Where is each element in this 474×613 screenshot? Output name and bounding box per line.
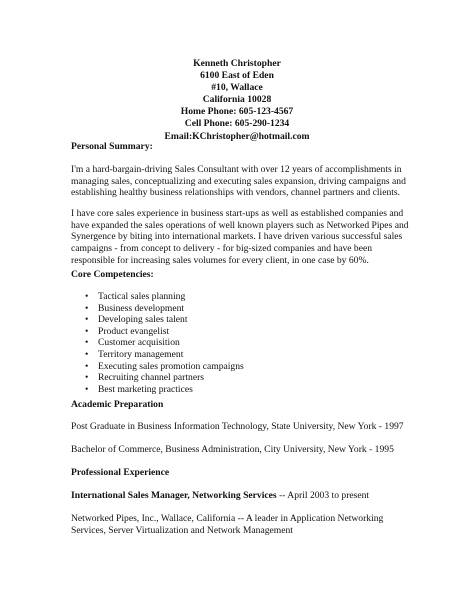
candidate-name: Kenneth Christopher bbox=[193, 58, 281, 69]
bullet-icon: • bbox=[85, 302, 89, 314]
job-title-line bbox=[71, 490, 411, 502]
summary-heading: Personal Summary: bbox=[71, 141, 153, 152]
summary-p1-line: managing sales, conceptualizing and executing sales expansion, driving campaigns and bbox=[71, 175, 406, 187]
cell-phone: Cell Phone: 605-290-1234 bbox=[184, 118, 290, 130]
bullet-icon: • bbox=[85, 291, 89, 302]
summary-p1-line: I'm a hard-bargain-driving Sales Consultant with over 12 years of accomplishments in bbox=[71, 164, 402, 175]
home-phone: Home Phone: 605-123-4567 bbox=[180, 106, 294, 118]
competencies-heading: Core Competencies: bbox=[71, 269, 154, 280]
list-item: • Best marketing practices bbox=[85, 383, 193, 395]
bullet-icon: • bbox=[85, 348, 89, 360]
competencies-list bbox=[71, 291, 411, 395]
job-title: International Sales Manager, Networking Services bbox=[71, 490, 277, 501]
list-item: • Executing sales promotion campaigns bbox=[85, 360, 244, 372]
bullet-icon: • bbox=[85, 314, 89, 326]
contact-header bbox=[0, 58, 474, 143]
list-item: • Customer acquisition bbox=[85, 337, 180, 349]
summary-p2-line: campaigns - from concept to delivery - for big-sized companies and have been bbox=[71, 243, 373, 255]
address-line-3: California 10028 bbox=[202, 94, 272, 106]
list-item: • Tactical sales planning bbox=[85, 291, 186, 302]
summary-p2-line: responsible for increasing sales volumes for every client, in one case by 60%. bbox=[71, 254, 369, 266]
bullet-icon: • bbox=[85, 372, 89, 384]
academic-degree-2: Bachelor of Commerce, Business Administration, City University, New York - 1995 bbox=[71, 444, 394, 455]
email: Email:KChristopher@hotmail.com bbox=[164, 130, 310, 142]
summary-paragraph-1 bbox=[71, 164, 411, 199]
address-line-2: #10, Wallace bbox=[211, 82, 263, 94]
list-item: • Developing sales talent bbox=[85, 314, 188, 326]
bullet-icon: • bbox=[85, 360, 89, 372]
address-line-1: 6100 East of Eden bbox=[200, 70, 274, 82]
list-item: • Territory management bbox=[85, 348, 184, 360]
list-item: • Product evangelist bbox=[85, 325, 170, 337]
company-line: Services, Server Virtualization and Network Management bbox=[71, 524, 293, 536]
summary-p2-line: have expanded the sales operations of well known players such as Networked Pipes and bbox=[71, 219, 409, 231]
bullet-icon: • bbox=[85, 383, 89, 395]
summary-p1-line: establishing healthy business relationships with vendors, channel partners and clients. bbox=[71, 187, 401, 199]
summary-p2-line: Synergence by biting into international markets. I have driven various successful sales bbox=[71, 231, 403, 243]
list-item: • Business development bbox=[85, 302, 185, 314]
job-dates: -- April 2003 to present bbox=[276, 490, 370, 501]
list-item: • Recruiting channel partners bbox=[85, 372, 205, 384]
bullet-icon: • bbox=[85, 325, 89, 337]
company-line: Networked Pipes, Inc., Wallace, California -- A leader in Application Networking bbox=[71, 513, 384, 524]
academic-heading: Academic Preparation bbox=[71, 399, 164, 410]
experience-heading: Professional Experience bbox=[71, 467, 170, 478]
bullet-icon: • bbox=[85, 337, 89, 349]
summary-paragraph-2 bbox=[71, 208, 411, 267]
company-description bbox=[71, 513, 411, 536]
academic-degree-1: Post Graduate in Business Information Technology, State University, New York - 1997 bbox=[71, 421, 404, 432]
summary-p2-line: I have core sales experience in business start-ups as well as established companies and bbox=[71, 208, 404, 219]
